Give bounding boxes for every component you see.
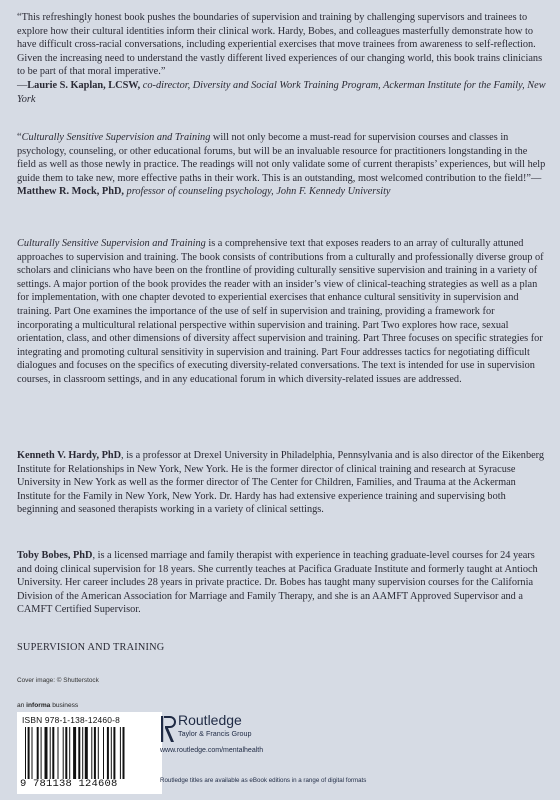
description-body: is a comprehensive text that exposes readers to an array of culturally attuned approaches to supervision and training. The book consists of contributions from a culturally and professionally diverse group of scholars and clinicians who have been on the frontline of providing culturally sensitive supervision and training in a variety of settings. A major portion of the book provides the reader with an insider’s view of clinical-teaching strategies as well as a plan for implementation, with one chapter devoted to experiential exercises that enhance cultural sensitivity in supervision and training. Part One examines the importance of the use of self in supervision and training, providing a framework for incorporating a multicultural relational perspective within supervision and training. Part Two explores how race, sexual orientation, class, and other dimensions of diversity affect supervision and training. Part Three focuses on specific strategies for integrating and promoting cultural sensitivity in supervision and training. Part Four addresses tactics for negotiating difficult dialogues and focuses on the specifics of executing diversity-related conversations. The text is intended for use in supervision courses, in classroom settings, and in any educational forum in which diversity-related issues are addressed. xyxy=(17,238,544,385)
informa-brand: informa xyxy=(26,702,51,709)
barcode-bar xyxy=(82,727,83,779)
barcode-bar xyxy=(32,727,33,779)
barcode-bar xyxy=(120,727,121,779)
barcode-bar xyxy=(28,727,30,779)
cover-image-credit: Cover image: © Shutterstock xyxy=(17,677,99,684)
barcode-bar xyxy=(50,727,51,779)
barcode-bar xyxy=(111,727,112,779)
publisher-name: Routledge xyxy=(178,712,242,728)
endorsement-quote-1 xyxy=(17,11,547,106)
bio-2-name: Toby Bobes, PhD xyxy=(17,550,93,561)
barcode-bar xyxy=(113,727,115,779)
author-bio-bobes xyxy=(17,549,547,617)
barcode-bar xyxy=(85,727,88,779)
author-bio-hardy xyxy=(17,449,547,517)
barcode-bar xyxy=(63,727,64,779)
informa-suffix: business xyxy=(50,702,79,709)
description-book-title: Culturally Sensitive Supervision and Training xyxy=(17,238,206,249)
informa-prefix: an xyxy=(17,702,27,709)
barcode-bar xyxy=(58,727,59,779)
barcode-bar xyxy=(107,727,109,779)
barcode-bar xyxy=(45,727,48,779)
barcode-bar xyxy=(98,727,99,779)
quote-1-dash: — xyxy=(17,79,28,91)
barcode-bars-icon xyxy=(25,727,155,779)
bio-1-name: Kenneth V. Hardy, PhD xyxy=(17,450,122,461)
barcode-bar xyxy=(37,727,39,779)
quote-2-book-title: Culturally Sensitive Supervision and Training xyxy=(21,132,211,143)
quote-1-affiliation: co-director, Diversity and Social Work Training Program, Ackerman Institute for the Family, New York xyxy=(17,79,546,105)
barcode-bar xyxy=(94,727,96,779)
isbn-digits: 9 781138 124608 xyxy=(20,778,118,790)
ebook-note: Routledge titles are available as eBook editions in a range of digital formats xyxy=(160,777,367,784)
barcode-bar xyxy=(65,727,67,779)
barcode-bar xyxy=(123,727,125,779)
quote-2-open: “ xyxy=(17,132,22,143)
book-description xyxy=(17,237,547,387)
barcode-bar xyxy=(78,727,80,779)
routledge-logo-icon xyxy=(160,714,180,744)
barcode-bar xyxy=(91,727,92,779)
bio-2-body: , is a licensed marriage and family therapist with experience in teaching graduate-level courses for 24 years and doing clinical supervision for 18 years. She currently teaches at Pacifica Graduate Institute and formerly taught at Antioch University. Her career includes 28 years in private practice. Dr. Bobes has taught many supervision courses for the California Division of the American Association for Marriage and Family Therapy, and she is an AAMFT Approved Supervisor and a CAMFT Certified Supervisor. xyxy=(17,550,538,616)
quote-1-body: “This refreshingly honest book pushes the boundaries of supervision and training by challenging supervisors and trainees to explore how their cultural identities inform their clinical work. Hardy, Bobes, and colleagues masterfully demonstrate how to have difficult cross-racial conversations, including experiential exercises that move trainees from awareness to self-reflection. Given the increasing need to understand the vastly different lived experiences of our changing world, this book trains clinicians to be part of that moral imperative.” xyxy=(17,12,543,78)
publisher-group: Taylor & Francis Group xyxy=(178,729,252,738)
barcode-bar xyxy=(103,727,104,779)
quote-2-affiliation: professor of counseling psychology, John F. Kennedy University xyxy=(126,186,391,198)
quote-1-author: Laurie S. Kaplan, LCSW, xyxy=(27,79,141,91)
bio-1-body: , is a professor at Drexel University in Philadelphia, Pennsylvania and is also director of the Eikenberg Institute for Relationships in New York, New York. He is the former director of clinical training and research at Syracuse University in New York as well as the former director of The Center for Children, Families, and Trauma at the Ackerman Institute for the Family in New York, New York. Dr. Hardy has had extensive experience training and supervising both beginning and seasoned therapists working in a variety of clinical settings. xyxy=(17,450,545,516)
barcode-bar xyxy=(73,727,76,779)
barcode-bar xyxy=(25,727,26,779)
barcode-bar xyxy=(69,727,70,779)
isbn-barcode xyxy=(17,712,162,794)
isbn-text: ISBN 978-1-138-12460-8 xyxy=(22,715,120,725)
endorsement-quote-2 xyxy=(17,131,547,199)
barcode-bar xyxy=(41,727,42,779)
subject-category: SUPERVISION AND TRAINING xyxy=(17,642,165,653)
quote-2-author: Matthew R. Mock, PhD, xyxy=(17,186,124,198)
informa-business-tag xyxy=(17,702,78,709)
publisher-url[interactable]: www.routledge.com/mentalhealth xyxy=(160,747,264,754)
barcode-bar xyxy=(52,727,54,779)
quote-2-body: will not only become a must-read for supervision courses and classes in psychology, counseling, or other educational forums, but will be an invaluable resource for practitioners longstanding in the field as well as those newly in practice. The readings will not only validate some of current therapists’ experiences, but will help guide them to take new, more effective paths in their work. This is an outstanding, most welcomed contribution to the field!”— xyxy=(17,132,546,184)
